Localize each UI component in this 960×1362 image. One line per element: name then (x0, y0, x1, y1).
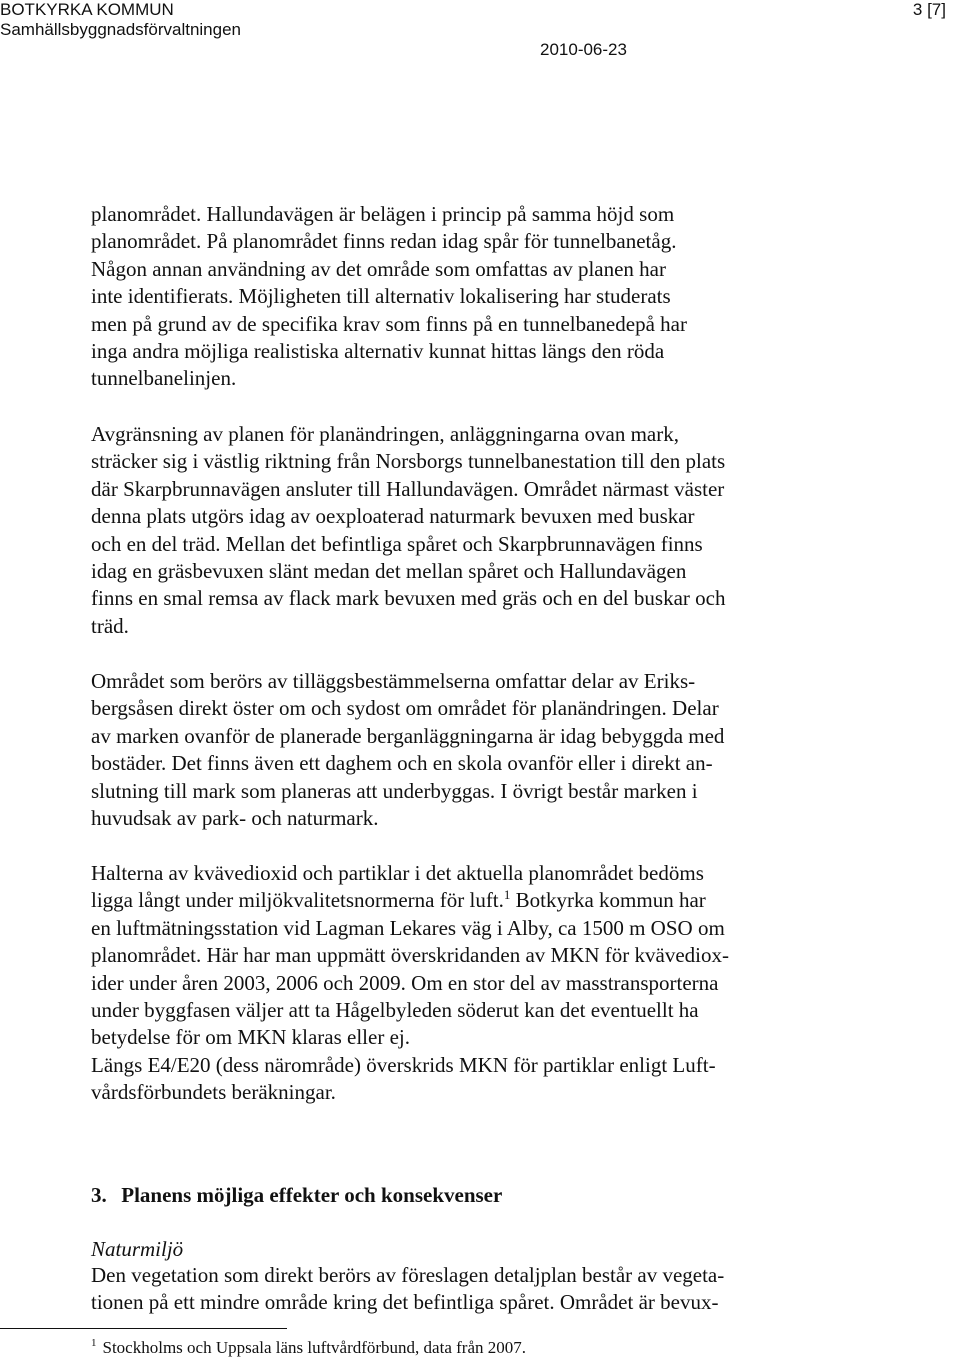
text-line: tunnelbanelinjen. (91, 366, 237, 391)
text-fragment: Botkyrka kommun har (510, 888, 706, 913)
text-line: tionen på ett mindre område kring det befintliga spåret. Området är bevux- (91, 1290, 719, 1315)
text-line: slutning till mark som planeras att underbyggas. I övrigt består marken i (91, 778, 698, 803)
text-line: vårdsförbundets beräkningar. (91, 1080, 336, 1105)
section-number: 3. (91, 1183, 107, 1207)
organization-name: BOTKYRKA KOMMUN (0, 0, 174, 19)
text-line: Halterna av kvävedioxid och partiklar i det aktuella planområdet bedöms (91, 861, 704, 885)
section-title: Planens möjliga effekter och konsekvenser (121, 1183, 503, 1207)
paragraph-naturmiljo (91, 1262, 821, 1317)
department-name: Samhällsbyggnadsförvaltningen (0, 20, 241, 39)
text-line: bergsåsen direkt öster om och sydost om området för planändringen. Delar (91, 696, 719, 721)
text-line: denna plats utgörs idag av oexploaterad naturmark bevuxen med buskar (91, 504, 695, 529)
text-line: planområdet. På planområdet finns redan idag spår för tunnelbanetåg. (91, 229, 677, 254)
text-line: Avgränsning av planen för planändringen, anläggningarna ovan mark, (91, 422, 679, 446)
text-line: och en del träd. Mellan det befintliga spåret och Skarpbrunnavägen finns (91, 531, 703, 556)
text-line: betydelse för om MKN klaras eller ej. (91, 1025, 410, 1050)
text-line: idag en gräsbevuxen slänt medan det mellan spåret och Hallundavägen (91, 558, 687, 583)
page-number: 3 [7] (912, 0, 946, 19)
paragraph-2 (91, 421, 821, 640)
text-line: Området som berörs av tilläggsbestämmelserna omfattar delar av Eriks- (91, 669, 696, 693)
paragraph-3 (91, 668, 821, 832)
text-line: planområdet. Hallundavägen är belägen i princip på samma höjd som (91, 202, 675, 226)
text-fragment: ligga långt under miljökvalitetsnormerna för luft. (91, 888, 504, 913)
text-line: planområdet. Här har man uppmätt överskridanden av MKN för kvävediox- (91, 943, 729, 968)
text-line-with-footnote (91, 887, 821, 914)
text-line: finns en smal remsa av flack mark bevuxen med gräs och en del buskar och (91, 586, 726, 611)
text-line: ider under åren 2003, 2006 och 2009. Om en stor del av masstransporterna (91, 970, 719, 995)
text-line: men på grund av de specifika krav som finns på en tunnelbanedepå har (91, 311, 687, 336)
text-line: där Skarpbrunnavägen ansluter till Hallundavägen. Området närmast väster (91, 476, 725, 501)
text-line: sträcker sig i västlig riktning från Norsborgs tunnelbanestation till den plats (91, 449, 726, 474)
text-line: en luftmätningsstation vid Lagman Lekares väg i Alby, ca 1500 m OSO om (91, 915, 725, 940)
paragraph-4 (91, 860, 821, 1107)
footnote-text: Stockholms och Uppsala läns luftvårdförbund, data från 2007. (102, 1338, 526, 1357)
text-line: under byggfasen väljer att ta Hågelbyleden söderut kan det eventuellt ha (91, 997, 699, 1022)
text-line: inga andra möjliga realistiska alternativ kunnat hittas längs den röda (91, 338, 665, 363)
text-line: bostäder. Det finns även ett daghem och en skola ovanför eller i direkt an- (91, 751, 713, 776)
footnote-separator (0, 1328, 287, 1329)
section-heading (91, 1181, 502, 1209)
footnote (91, 1337, 526, 1359)
text-line: Den vegetation som direkt berörs av föreslagen detaljplan består av vegeta- (91, 1263, 725, 1287)
text-line: av marken ovanför de planerade berganläggningarna är idag bebyggda med (91, 723, 725, 748)
footnote-reference: 1 (503, 887, 511, 903)
subsection-heading: Naturmiljö (91, 1237, 184, 1261)
text-line: Längs E4/E20 (dess närområde) överskrids MKN för partiklar enligt Luft- (91, 1052, 716, 1077)
text-line: träd. (91, 613, 129, 638)
text-line: huvudsak av park- och naturmark. (91, 805, 379, 830)
document-date: 2010-06-23 (540, 40, 627, 59)
text-line: inte identifierats. Möjligheten till alternativ lokalisering har studerats (91, 284, 671, 309)
paragraph-1 (91, 201, 821, 393)
footnote-marker: 1 (91, 1337, 97, 1350)
text-line: Någon annan användning av det område som omfattas av planen har (91, 256, 666, 281)
